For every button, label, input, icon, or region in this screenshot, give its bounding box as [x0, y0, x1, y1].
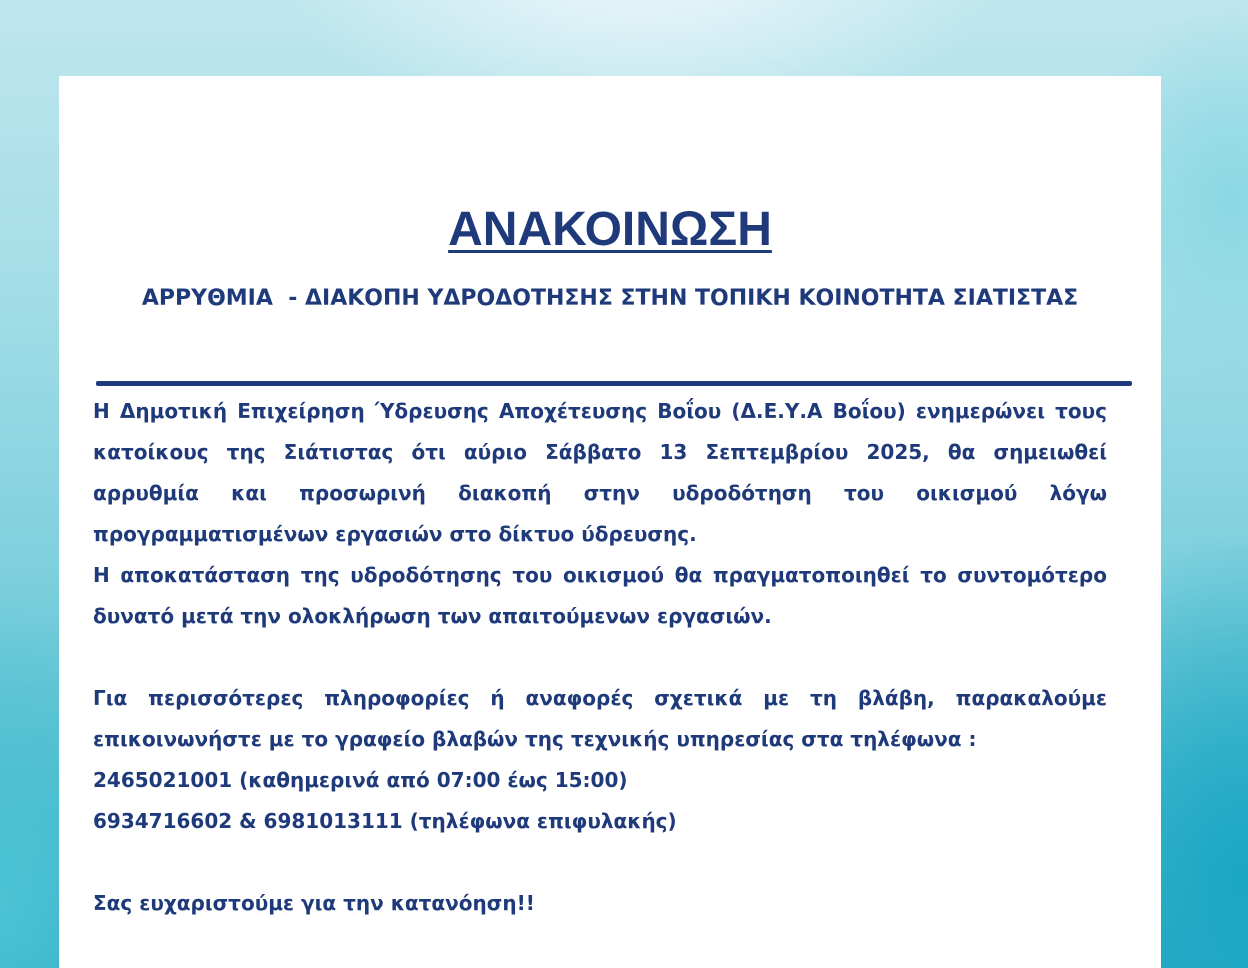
notice-page: [59, 76, 1161, 968]
phone-emergency-line: 6934716602 & 6981013111 (τηλέφωνα επιφυλακής): [93, 809, 677, 833]
notice-body: [93, 391, 1107, 924]
divider-rule: [96, 381, 1132, 386]
paragraph-announcement: Η Δημοτική Επιχείρηση Ύδρευσης Αποχέτευσης Βοΐου (Δ.Ε.Υ.Α Βοΐου) ενημερώνει τους κατοίκους της Σιάτιστας ότι αύριο Σάββατο 13 Σεπτεμβρίου 2025, θα σημειωθεί αρρυθμία και προσωρινή διακοπή στην υδροδότηση του οικισμού λόγω προγραμματισμένων εργασιών στο δίκτυο ύδρευσης.: [93, 399, 1107, 546]
paragraph-contact-intro: Για περισσότερες πληροφορίες ή αναφορές σχετικά με τη βλάβη, παρακαλούμε επικοινωνήστε με το γραφείο βλαβών της τεχνικής υπηρεσίας στα τηλέφωνα :: [93, 686, 1107, 751]
notice-title: [59, 202, 1161, 258]
notice-title-text: ΑΝΑΚΟΙΝΩΣΗ: [448, 203, 772, 256]
closing-line: Σας ευχαριστούμε για την κατανόηση!!: [93, 891, 535, 915]
paragraph-spacer: [93, 842, 1107, 883]
paragraph-restoration: Η αποκατάσταση της υδροδότησης του οικισμού θα πραγματοποιηθεί το συντομότερο δυνατό μετά την ολοκλήρωση των απαιτούμενων εργασιών.: [93, 563, 1107, 628]
phone-office-line: 2465021001 (καθημερινά από 07:00 έως 15:00): [93, 768, 628, 792]
paragraph-spacer: [93, 637, 1107, 678]
notice-subtitle: ΑΡΡΥΘΜΙΑ - ΔΙΑΚΟΠΗ ΥΔΡΟΔΟΤΗΣΗΣ ΣΤΗΝ ΤΟΠΙΚΗ ΚΟΙΝΟΤΗΤΑ ΣΙΑΤΙΣΤΑΣ: [141, 286, 1079, 311]
